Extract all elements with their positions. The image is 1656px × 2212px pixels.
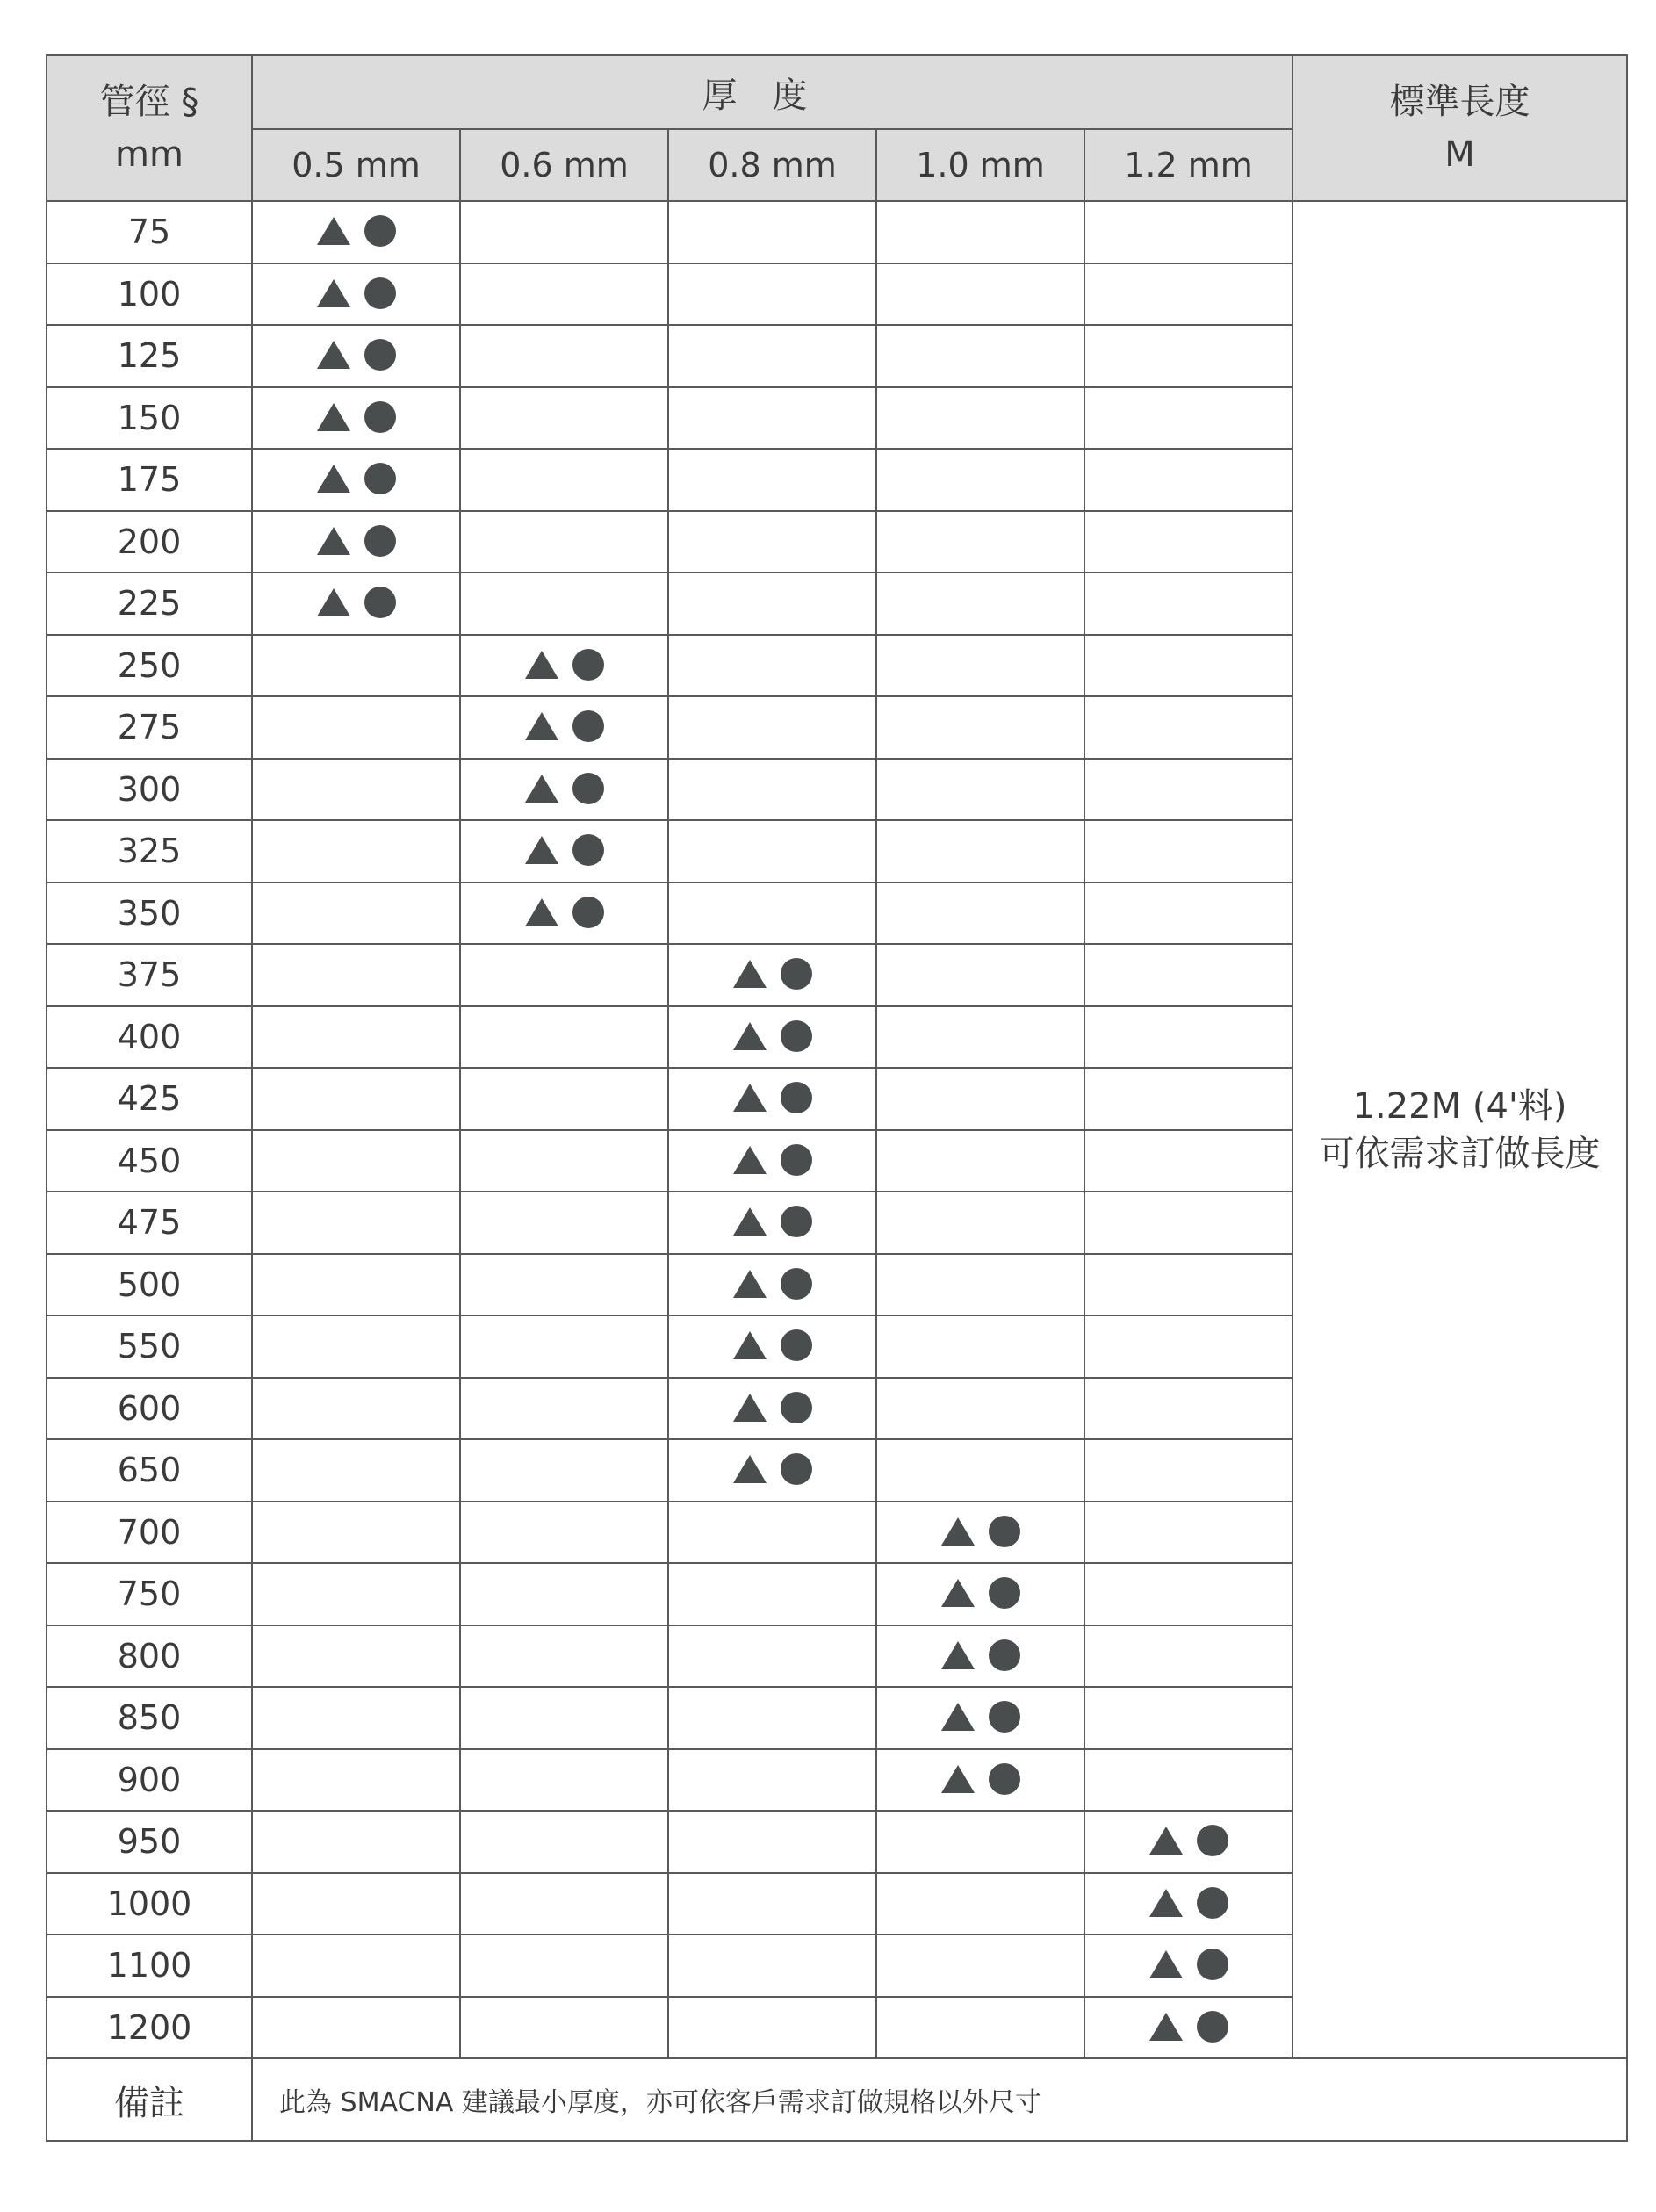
thickness-cell — [1084, 1378, 1292, 1440]
diameter-cell: 375 — [47, 944, 252, 1006]
diameter-cell: 800 — [47, 1625, 252, 1688]
circle-icon — [364, 463, 396, 494]
thickness-col-0-5: 0.5 mm — [252, 129, 460, 201]
thickness-cell — [252, 1006, 460, 1069]
thickness-cell — [460, 201, 668, 263]
diameter-cell: 400 — [47, 1006, 252, 1069]
circle-icon — [1197, 1887, 1228, 1919]
thickness-cell — [460, 1006, 668, 1069]
diameter-cell: 750 — [47, 1563, 252, 1625]
diameter-cell: 1100 — [47, 1935, 252, 1997]
availability-marks — [525, 897, 604, 928]
thickness-cell — [460, 1192, 668, 1254]
thickness-cell — [460, 1378, 668, 1440]
triangle-icon — [1149, 1950, 1183, 1978]
diameter-cell: 150 — [47, 387, 252, 450]
triangle-icon — [941, 1765, 975, 1793]
circle-icon — [989, 1577, 1020, 1609]
thickness-cell — [252, 511, 460, 573]
thickness-cell — [252, 635, 460, 697]
thickness-cell — [876, 696, 1084, 759]
thickness-cell — [460, 1068, 668, 1130]
thickness-cell — [1084, 1502, 1292, 1564]
thickness-cell — [252, 1687, 460, 1749]
circle-icon — [781, 958, 812, 990]
diameter-cell: 500 — [47, 1254, 252, 1316]
thickness-cell — [1084, 1997, 1292, 2059]
triangle-icon — [317, 279, 350, 307]
standard-length-header — [1292, 55, 1627, 201]
diameter-cell: 450 — [47, 1130, 252, 1192]
availability-marks — [525, 834, 604, 866]
thickness-cell — [460, 696, 668, 759]
thickness-cell — [252, 883, 460, 945]
availability-marks — [525, 773, 604, 804]
diameter-cell: 75 — [47, 201, 252, 263]
availability-marks — [525, 710, 604, 742]
diameter-cell: 1200 — [47, 1997, 252, 2059]
thickness-cell — [460, 511, 668, 573]
thickness-cell — [1084, 1130, 1292, 1192]
availability-marks — [941, 1763, 1020, 1795]
availability-marks — [941, 1516, 1020, 1547]
thickness-cell — [876, 635, 1084, 697]
thickness-cell — [668, 573, 876, 635]
thickness-cell — [668, 1254, 876, 1316]
diameter-cell: 550 — [47, 1315, 252, 1378]
thickness-cell — [252, 944, 460, 1006]
diameter-cell: 475 — [47, 1192, 252, 1254]
thickness-cell — [876, 201, 1084, 263]
availability-marks — [1149, 1949, 1228, 1980]
circle-icon — [781, 1453, 812, 1485]
thickness-cell — [252, 1502, 460, 1564]
availability-marks — [317, 525, 396, 557]
diameter-cell: 100 — [47, 263, 252, 326]
thickness-cell — [668, 1130, 876, 1192]
thickness-cell — [460, 1687, 668, 1749]
thickness-cell — [668, 1873, 876, 1935]
diameter-cell: 650 — [47, 1439, 252, 1502]
thickness-cell — [876, 573, 1084, 635]
diameter-cell: 900 — [47, 1749, 252, 1812]
thickness-col-0-8: 0.8 mm — [668, 129, 876, 201]
circle-icon — [572, 773, 604, 804]
thickness-cell — [876, 1068, 1084, 1130]
circle-icon — [572, 649, 604, 681]
thickness-cell — [876, 820, 1084, 883]
thickness-cell — [252, 1811, 460, 1873]
thickness-cell — [252, 573, 460, 635]
standard-length-header-line2: M — [1444, 134, 1475, 175]
thickness-cell — [460, 944, 668, 1006]
thickness-col-1-2: 1.2 mm — [1084, 129, 1292, 201]
thickness-cell — [460, 1563, 668, 1625]
circle-icon — [1197, 1949, 1228, 1980]
thickness-cell — [460, 759, 668, 821]
circle-icon — [572, 834, 604, 866]
availability-marks — [733, 958, 812, 990]
thickness-cell — [252, 387, 460, 450]
triangle-icon — [1149, 1827, 1183, 1855]
thickness-cell — [668, 511, 876, 573]
triangle-icon — [733, 960, 767, 988]
thickness-cell — [252, 1749, 460, 1812]
availability-marks — [733, 1144, 812, 1176]
triangle-icon — [733, 1022, 767, 1050]
circle-icon — [781, 1206, 812, 1237]
thickness-header: 厚度 — [252, 55, 1292, 129]
diameter-cell: 1000 — [47, 1873, 252, 1935]
thickness-cell — [460, 1315, 668, 1378]
thickness-cell — [668, 1935, 876, 1997]
thickness-cell — [876, 1439, 1084, 1502]
thickness-cell — [460, 325, 668, 387]
thickness-cell — [1084, 1006, 1292, 1069]
thickness-cell — [252, 820, 460, 883]
remark-row — [47, 2058, 1627, 2141]
thickness-cell — [668, 883, 876, 945]
thickness-cell — [460, 1625, 668, 1688]
triangle-icon — [941, 1517, 975, 1546]
availability-marks — [317, 463, 396, 494]
circle-icon — [781, 1392, 812, 1423]
thickness-cell — [460, 883, 668, 945]
availability-marks — [733, 1392, 812, 1423]
thickness-cell — [876, 511, 1084, 573]
availability-marks — [317, 215, 396, 247]
circle-icon — [781, 1329, 812, 1361]
standard-length-header-line1: 標準長度 — [1389, 82, 1530, 122]
thickness-cell — [252, 1439, 460, 1502]
thickness-cell — [1084, 1687, 1292, 1749]
thickness-cell — [876, 263, 1084, 326]
diameter-cell: 275 — [47, 696, 252, 759]
thickness-cell — [876, 1997, 1084, 2059]
triangle-icon — [317, 217, 350, 245]
thickness-cell — [876, 1625, 1084, 1688]
availability-marks — [733, 1206, 812, 1237]
thickness-cell — [1084, 820, 1292, 883]
thickness-cell — [668, 201, 876, 263]
thickness-cell — [460, 820, 668, 883]
thickness-cell — [460, 1811, 668, 1873]
thickness-cell — [668, 1811, 876, 1873]
availability-marks — [1149, 2011, 1228, 2043]
thickness-cell — [876, 1563, 1084, 1625]
thickness-cell — [1084, 1625, 1292, 1688]
remark-label: 備註 — [47, 2058, 252, 2141]
thickness-cell — [460, 1130, 668, 1192]
thickness-cell — [668, 1315, 876, 1378]
thickness-cell — [876, 1130, 1084, 1192]
thickness-cell — [876, 944, 1084, 1006]
thickness-cell — [876, 1378, 1084, 1440]
thickness-col-0-6: 0.6 mm — [460, 129, 668, 201]
circle-icon — [781, 1082, 812, 1113]
thickness-cell — [668, 1997, 876, 2059]
table-row — [47, 201, 1627, 263]
circle-icon — [781, 1020, 812, 1052]
thickness-cell — [460, 1254, 668, 1316]
thickness-cell — [668, 1439, 876, 1502]
thickness-cell — [1084, 635, 1292, 697]
availability-marks — [733, 1329, 812, 1361]
circle-icon — [364, 401, 396, 433]
thickness-cell — [252, 1997, 460, 2059]
diameter-cell: 350 — [47, 883, 252, 945]
triangle-icon — [317, 341, 350, 369]
thickness-cell — [460, 387, 668, 450]
thickness-cell — [1084, 696, 1292, 759]
availability-marks — [317, 277, 396, 309]
thickness-cell — [252, 1192, 460, 1254]
thickness-cell — [460, 1502, 668, 1564]
thickness-cell — [668, 635, 876, 697]
triangle-icon — [733, 1146, 767, 1174]
availability-marks — [1149, 1825, 1228, 1856]
thickness-cell — [1084, 387, 1292, 450]
thickness-cell — [1084, 759, 1292, 821]
thickness-cell — [1084, 1439, 1292, 1502]
circle-icon — [364, 339, 396, 371]
thickness-cell — [668, 1068, 876, 1130]
triangle-icon — [525, 651, 558, 679]
circle-icon — [364, 277, 396, 309]
thickness-cell — [668, 449, 876, 511]
thickness-cell — [1084, 1749, 1292, 1812]
thickness-cell — [876, 759, 1084, 821]
thickness-cell — [876, 1873, 1084, 1935]
thickness-cell — [876, 1254, 1084, 1316]
thickness-cell — [876, 1315, 1084, 1378]
thickness-cell — [1084, 883, 1292, 945]
thickness-cell — [252, 1315, 460, 1378]
triangle-icon — [525, 898, 558, 926]
thickness-cell — [252, 449, 460, 511]
diameter-cell: 700 — [47, 1502, 252, 1564]
triangle-icon — [317, 465, 350, 493]
thickness-cell — [876, 387, 1084, 450]
thickness-cell — [252, 1563, 460, 1625]
triangle-icon — [941, 1579, 975, 1607]
circle-icon — [781, 1144, 812, 1176]
circle-icon — [989, 1516, 1020, 1547]
thickness-cell — [252, 1068, 460, 1130]
thickness-cell — [1084, 325, 1292, 387]
diameter-cell: 850 — [47, 1687, 252, 1749]
thickness-cell — [1084, 263, 1292, 326]
thickness-cell — [1084, 1068, 1292, 1130]
diameter-cell: 225 — [47, 573, 252, 635]
thickness-cell — [1084, 201, 1292, 263]
thickness-cell — [252, 1130, 460, 1192]
thickness-cell — [252, 201, 460, 263]
diameter-cell: 175 — [47, 449, 252, 511]
thickness-cell — [1084, 449, 1292, 511]
diameter-cell: 300 — [47, 759, 252, 821]
thickness-cell — [460, 1935, 668, 1997]
circle-icon — [781, 1268, 812, 1300]
thickness-cell — [252, 1625, 460, 1688]
circle-icon — [989, 1639, 1020, 1671]
thickness-cell — [1084, 1315, 1292, 1378]
thickness-cell — [1084, 1563, 1292, 1625]
circle-icon — [989, 1701, 1020, 1733]
triangle-icon — [733, 1455, 767, 1483]
thickness-cell — [1084, 1935, 1292, 1997]
thickness-cell — [252, 1378, 460, 1440]
thickness-cell — [668, 944, 876, 1006]
standard-length-cell — [1292, 201, 1627, 2058]
triangle-icon — [317, 403, 350, 431]
thickness-cell — [1084, 1811, 1292, 1873]
thickness-cell — [1084, 573, 1292, 635]
thickness-cell — [460, 263, 668, 326]
thickness-cell — [876, 1811, 1084, 1873]
diameter-cell: 425 — [47, 1068, 252, 1130]
thickness-cell — [876, 1935, 1084, 1997]
thickness-cell — [668, 759, 876, 821]
thickness-cell — [876, 1192, 1084, 1254]
standard-length-note: 可依需求訂做長度 — [1319, 1133, 1601, 1174]
circle-icon — [989, 1763, 1020, 1795]
thickness-cell — [460, 573, 668, 635]
availability-marks — [733, 1268, 812, 1300]
diameter-cell: 600 — [47, 1378, 252, 1440]
availability-marks — [941, 1701, 1020, 1733]
availability-marks — [733, 1020, 812, 1052]
thickness-cell — [668, 1192, 876, 1254]
triangle-icon — [1149, 1889, 1183, 1917]
thickness-cell — [668, 387, 876, 450]
thickness-cell — [252, 696, 460, 759]
thickness-cell — [1084, 1873, 1292, 1935]
thickness-cell — [668, 1687, 876, 1749]
availability-marks — [941, 1639, 1020, 1671]
triangle-icon — [733, 1331, 767, 1359]
thickness-cell — [460, 1439, 668, 1502]
diameter-header-line1: 管徑 § — [99, 82, 199, 122]
thickness-cell — [876, 1502, 1084, 1564]
diameter-header — [47, 55, 252, 201]
thickness-cell — [668, 263, 876, 326]
triangle-icon — [317, 588, 350, 616]
thickness-cell — [668, 696, 876, 759]
diameter-header-line2: mm — [115, 134, 184, 175]
thickness-cell — [668, 1563, 876, 1625]
thickness-cell — [668, 1502, 876, 1564]
thickness-cell — [460, 449, 668, 511]
circle-icon — [1197, 1825, 1228, 1856]
diameter-cell: 325 — [47, 820, 252, 883]
triangle-icon — [525, 836, 558, 864]
thickness-cell — [876, 449, 1084, 511]
thickness-cell — [252, 1873, 460, 1935]
thickness-cell — [252, 759, 460, 821]
thickness-cell — [876, 1006, 1084, 1069]
table-body — [47, 201, 1627, 2058]
thickness-cell — [252, 325, 460, 387]
diameter-cell: 250 — [47, 635, 252, 697]
triangle-icon — [733, 1394, 767, 1422]
availability-marks — [1149, 1887, 1228, 1919]
triangle-icon — [525, 712, 558, 740]
thickness-cell — [460, 635, 668, 697]
thickness-cell — [668, 325, 876, 387]
availability-marks — [733, 1082, 812, 1113]
triangle-icon — [1149, 2013, 1183, 2041]
circle-icon — [572, 710, 604, 742]
thickness-cell — [252, 1935, 460, 1997]
triangle-icon — [317, 527, 350, 555]
thickness-cell — [1084, 944, 1292, 1006]
duct-spec-table — [46, 54, 1628, 2142]
thickness-cell — [668, 1378, 876, 1440]
availability-marks — [317, 587, 396, 618]
thickness-cell — [668, 1749, 876, 1812]
thickness-cell — [252, 1254, 460, 1316]
triangle-icon — [941, 1641, 975, 1669]
thickness-cell — [460, 1997, 668, 2059]
circle-icon — [572, 897, 604, 928]
thickness-cell — [876, 1687, 1084, 1749]
triangle-icon — [525, 775, 558, 803]
diameter-cell: 125 — [47, 325, 252, 387]
triangle-icon — [733, 1270, 767, 1298]
thickness-cell — [876, 325, 1084, 387]
thickness-cell — [252, 263, 460, 326]
circle-icon — [1197, 2011, 1228, 2043]
thickness-cell — [460, 1749, 668, 1812]
availability-marks — [525, 649, 604, 681]
thickness-cell — [1084, 511, 1292, 573]
availability-marks — [317, 339, 396, 371]
triangle-icon — [941, 1703, 975, 1731]
circle-icon — [364, 525, 396, 557]
availability-marks — [733, 1453, 812, 1485]
availability-marks — [317, 401, 396, 433]
thickness-col-1-0: 1.0 mm — [876, 129, 1084, 201]
standard-length-value: 1.22M (4'料) — [1352, 1085, 1567, 1127]
thickness-cell — [668, 1625, 876, 1688]
thickness-cell — [1084, 1254, 1292, 1316]
triangle-icon — [733, 1084, 767, 1112]
thickness-cell — [668, 1006, 876, 1069]
circle-icon — [364, 587, 396, 618]
triangle-icon — [733, 1207, 767, 1236]
diameter-cell: 200 — [47, 511, 252, 573]
thickness-cell — [876, 1749, 1084, 1812]
thickness-cell — [668, 820, 876, 883]
thickness-cell — [460, 1873, 668, 1935]
thickness-cell — [1084, 1192, 1292, 1254]
remark-text: 此為 SMACNA 建議最小厚度，亦可依客戶需求訂做規格以外尺寸 — [252, 2058, 1627, 2141]
availability-marks — [941, 1577, 1020, 1609]
circle-icon — [364, 215, 396, 247]
thickness-cell — [876, 883, 1084, 945]
diameter-cell: 950 — [47, 1811, 252, 1873]
